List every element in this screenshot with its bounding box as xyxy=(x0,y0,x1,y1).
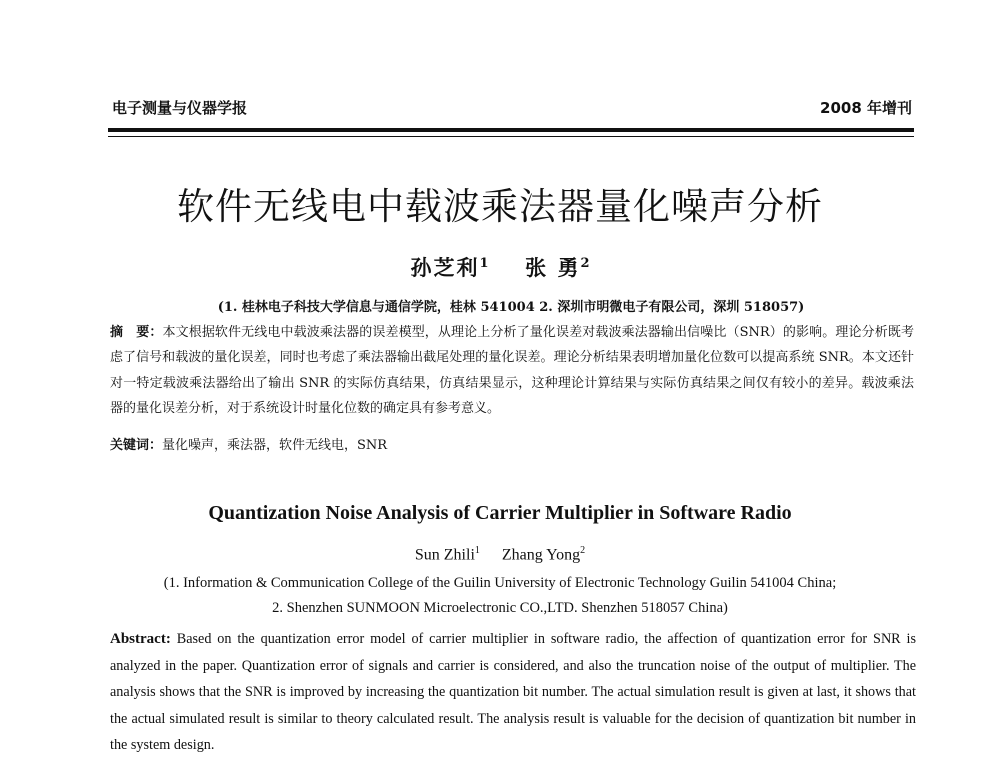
abstract-text-en: Based on the quantization error model of carrier multiplier in software radio, the affection of quantization error for SNR is analyzed in the paper. Quantization error of signals and carrier is considered, and also the truncation noise of the output of multiplier. The analysis shows that the SNR is improved by increasing the quantization bit number. The actual simulation result is given at last, it shows that the actual simulated result is similar to theory calculated result. The analysis result is valuable for the decision of quantization bit number in the system design. xyxy=(110,631,917,753)
running-header xyxy=(112,94,912,120)
author-name: 张 勇 xyxy=(525,255,581,280)
header-rule-thin xyxy=(108,136,914,137)
abstract-en xyxy=(110,626,916,759)
author-affiliation-mark-en: 2 xyxy=(580,545,586,556)
affiliation-en-line2: 2. Shenzhen SUNMOON Microelectronic CO.,LTD. Shenzhen 518057 China) xyxy=(272,600,728,616)
author-affiliation-mark: 1 xyxy=(479,256,489,271)
issue-label: 2008 年增刊 xyxy=(820,98,912,117)
author-name-en: Sun Zhili xyxy=(414,546,475,564)
author-name: 孙芝利 xyxy=(410,255,480,280)
keywords-label-cn: 关键词： xyxy=(110,438,163,453)
paper-title-cn: 软件无线电中载波乘法器量化噪声分析 xyxy=(177,185,823,228)
abstract-label-en: Abstract: xyxy=(110,631,171,647)
affiliation-en-line1: (1. Information & Communication College of the Guilin University of Electronic Technology Guilin 541004 China; xyxy=(163,575,837,591)
author-name-en: Zhang Yong xyxy=(501,546,581,564)
author-affiliation-mark-en: 1 xyxy=(474,545,480,556)
keywords-text-cn: 量化噪声，乘法器，软件无线电，SNR xyxy=(162,438,388,453)
author-affiliation-mark: 2 xyxy=(580,256,590,271)
abstract-cn xyxy=(110,320,914,421)
header-rule-thick xyxy=(108,128,914,132)
paper-title-en: Quantization Noise Analysis of Carrier Multiplier in Software Radio xyxy=(208,502,792,524)
authors-en xyxy=(300,545,700,564)
keywords-cn xyxy=(110,435,914,457)
abstract-text-cn: 本文根据软件无线电中载波乘法器的误差模型，从理论上分析了量化误差对载波乘法器输出信噪比（SNR）的影响。理论分析既考虑了信号和载波的量化误差，同时也考虑了乘法器输出截尾处理的量化误差。理论分析结果表明增加量化位数可以提高系统 SNR。本文还针对一特定载波乘法器给出了输出 SNR 的实际仿真结果，仿真结果显示，这种理论计算结果与实际仿真结果之间仅有较小的差异。载波乘法器的量化误差分析，对于系统设计时量化位数的确定具有参考意义。 xyxy=(110,325,914,416)
authors-cn xyxy=(300,252,700,282)
journal-name: 电子测量与仪器学报 xyxy=(112,98,248,117)
abstract-label-cn: 摘 要： xyxy=(110,325,163,340)
affiliation-cn: (1. 桂林电子科技大学信息与通信学院，桂林 541004 2. 深圳市明微电子有限公司，深圳 518057) xyxy=(217,300,805,315)
